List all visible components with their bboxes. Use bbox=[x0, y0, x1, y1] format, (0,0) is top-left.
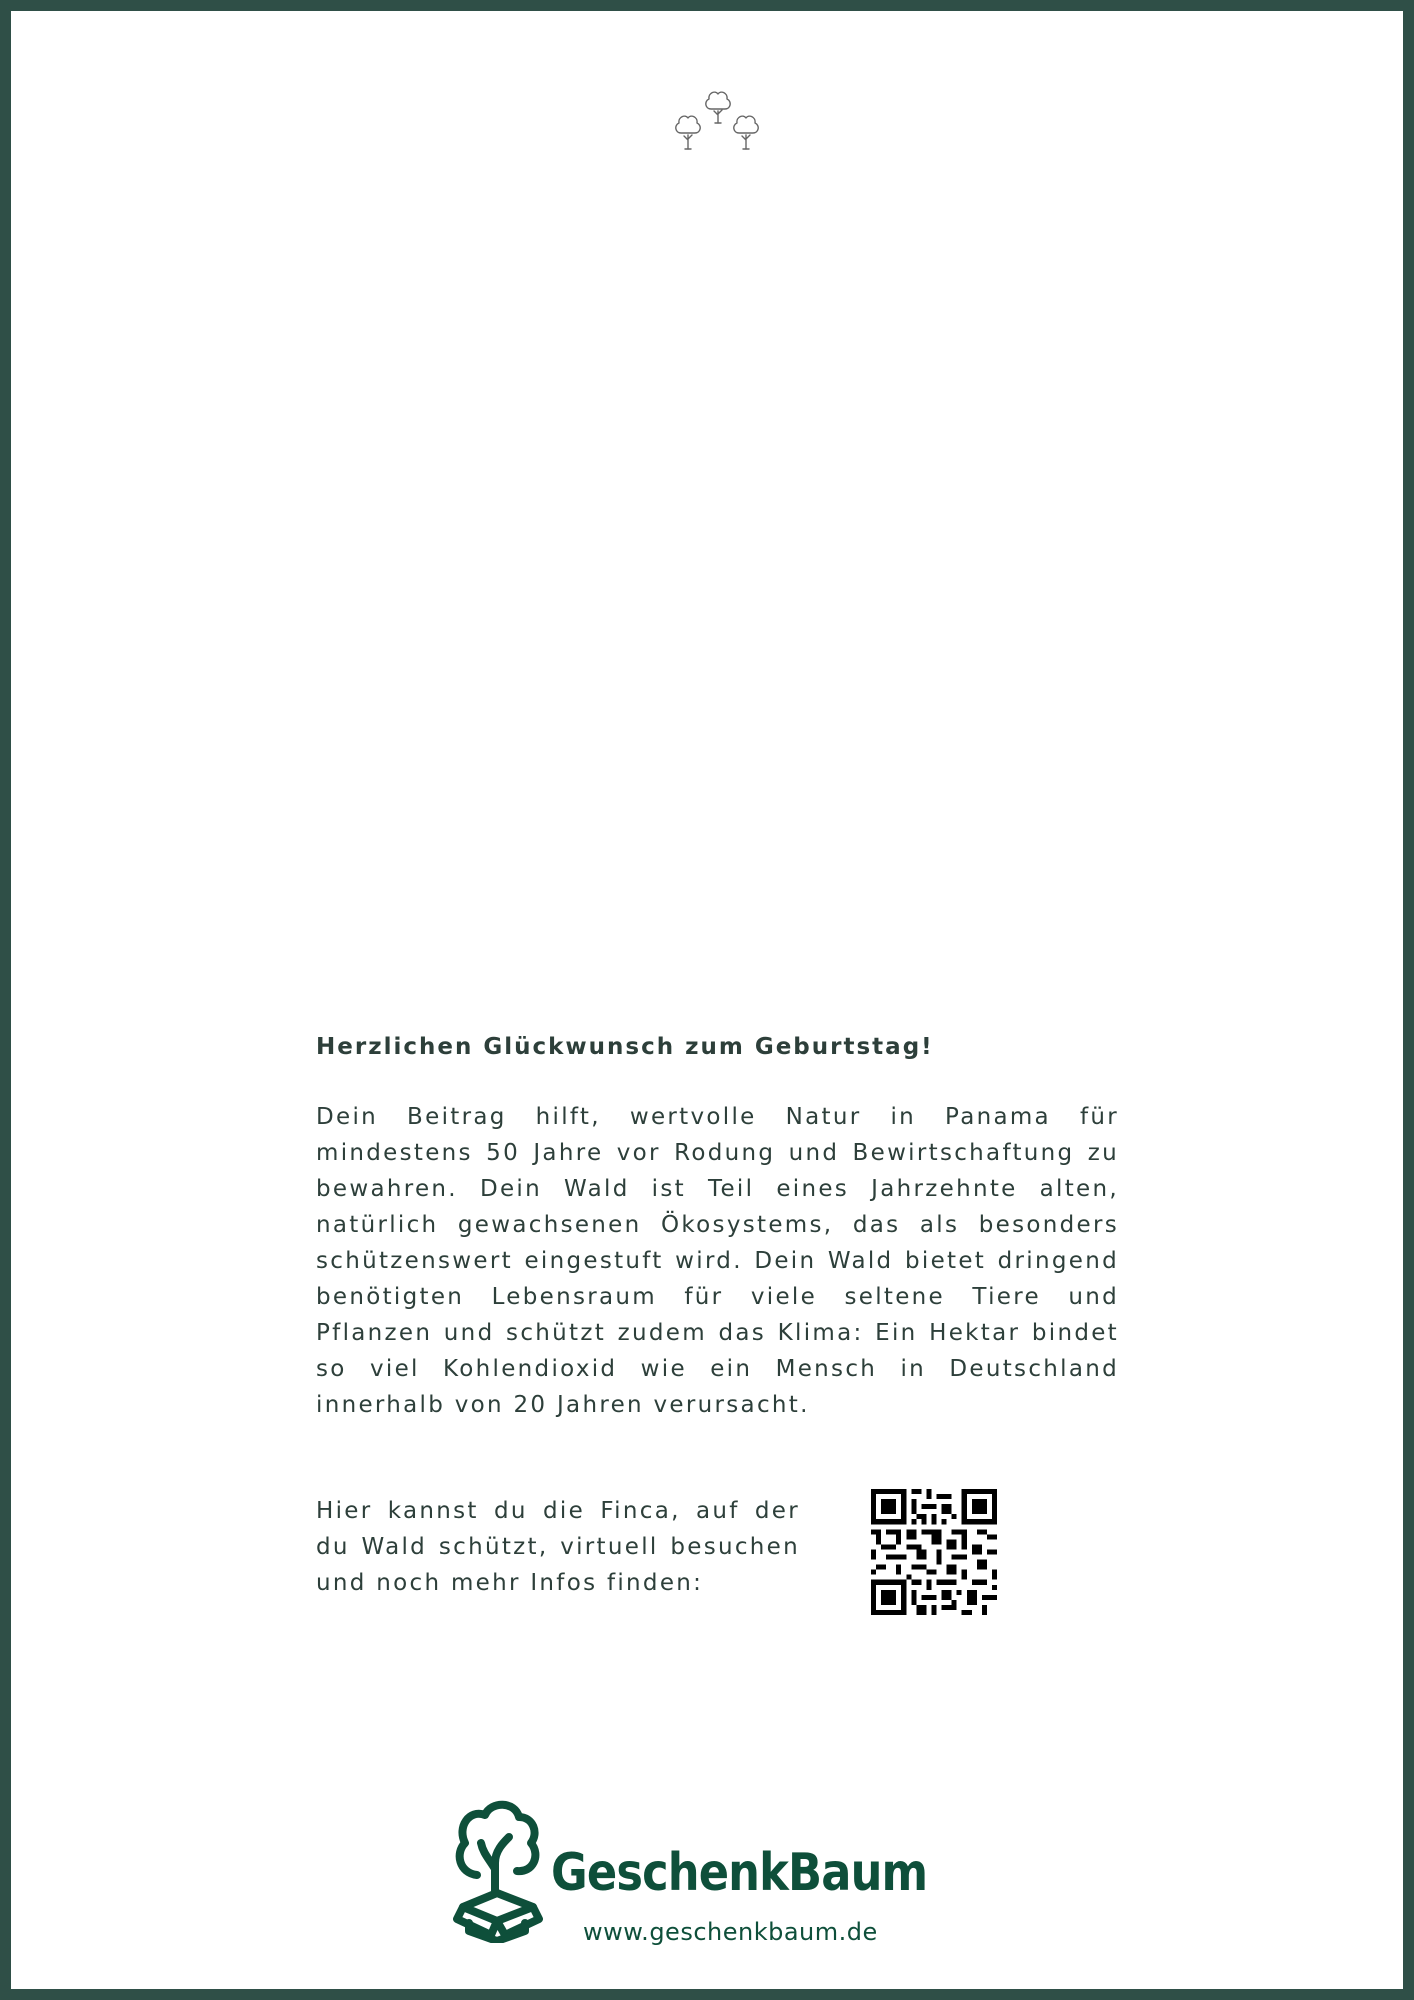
greeting-heading: Herzlichen Glückwunsch zum Geburtstag! bbox=[316, 1034, 934, 1060]
website-link[interactable]: www.geschenkbaum.de bbox=[583, 1918, 878, 1946]
qr-code-icon[interactable] bbox=[871, 1489, 997, 1615]
message-body: Dein Beitrag hilft, wertvolle Natur in Panama für mindestens 50 Jahre vor Rodung und Bewirtschaftung zu bewahren. Dein Wald ist Teil eines Jahrzehnte alten, natürlich gewachsenen Ökosystems, das als besonders schützenswert eingestuft wird. Dein Wald bietet dringend benötigten Lebensraum für viele seltene Tiere und Pflanzen und schützt zudem das Klima: Ein Hektar bindet so viel Kohlendioxid wie ein Mensch in Deutschland innerhalb von 20 Jahren verursacht. bbox=[316, 1104, 1119, 1418]
tree-in-box-icon bbox=[453, 1797, 543, 1943]
brand-name: GeschenkBaum bbox=[551, 1843, 928, 1903]
three-trees-icon bbox=[671, 87, 765, 155]
visit-info-text: Hier kannst du die Finca, auf der du Wald schützt, virtuell besuchen und noch mehr Infos finden: bbox=[316, 1498, 800, 1596]
